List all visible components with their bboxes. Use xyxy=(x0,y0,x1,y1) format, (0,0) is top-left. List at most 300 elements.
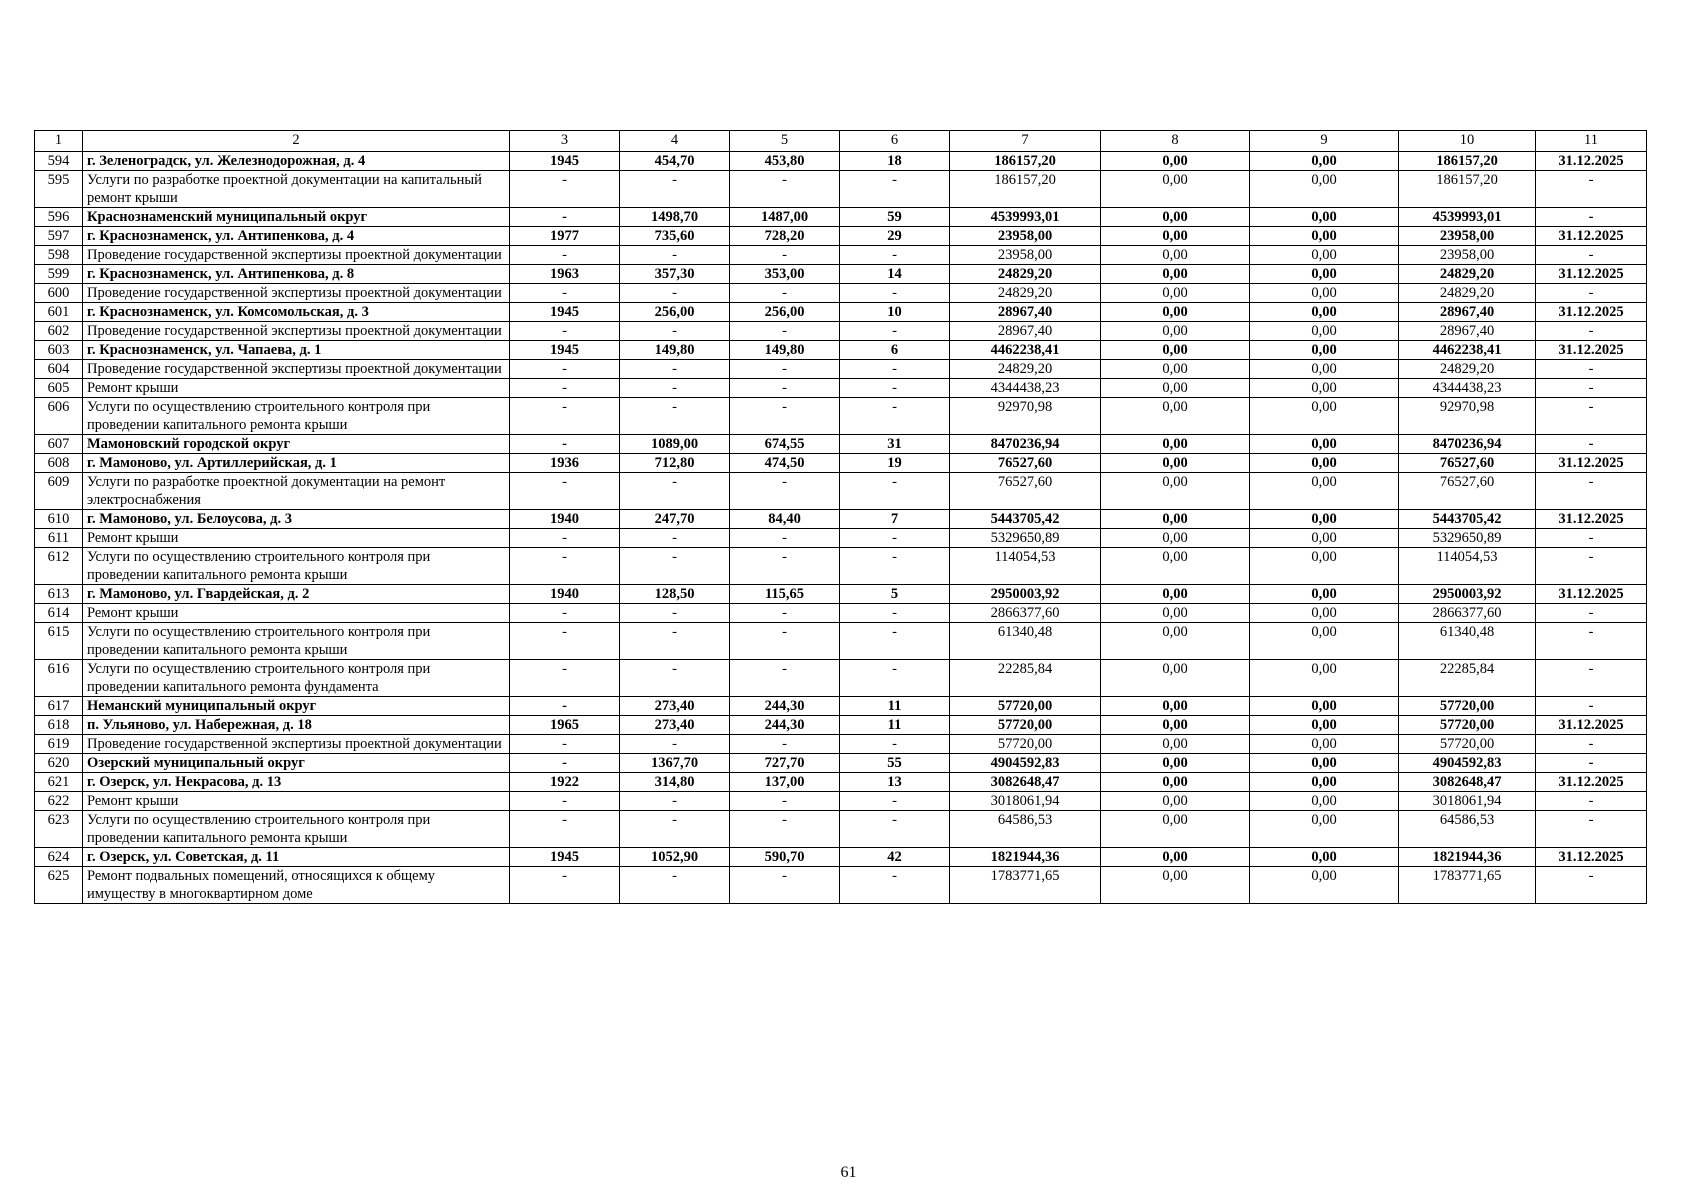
federal-funds-cell: 0,00 xyxy=(1101,623,1250,660)
row-number-cell: 595 xyxy=(35,171,83,208)
residents-count-cell: - xyxy=(840,529,950,548)
completion-date-cell: - xyxy=(1536,548,1647,585)
row-number-cell: 614 xyxy=(35,604,83,623)
federal-funds-cell: 0,00 xyxy=(1101,379,1250,398)
item-name-cell: Краснознаменский муниципальный округ xyxy=(83,208,510,227)
build-year-cell: - xyxy=(510,623,620,660)
table-row xyxy=(35,473,1647,510)
federal-funds-cell: 0,00 xyxy=(1101,792,1250,811)
living-area-cell: 727,70 xyxy=(730,754,840,773)
regional-funds-cell: 0,00 xyxy=(1250,604,1399,623)
item-name-cell: Услуги по осуществлению строительного контроля при проведении капитального ремонта крыши xyxy=(83,398,510,435)
federal-funds-cell: 0,00 xyxy=(1101,265,1250,284)
row-number-cell: 624 xyxy=(35,848,83,867)
federal-funds-cell: 0,00 xyxy=(1101,454,1250,473)
total-area-cell: - xyxy=(620,246,730,265)
build-year-cell: - xyxy=(510,548,620,585)
residents-count-cell: 13 xyxy=(840,773,950,792)
table-row xyxy=(35,398,1647,435)
residents-count-cell: 42 xyxy=(840,848,950,867)
row-number-cell: 597 xyxy=(35,227,83,246)
total-cost-cell: 28967,40 xyxy=(950,322,1101,341)
total-cost-cell: 23958,00 xyxy=(950,246,1101,265)
living-area-cell: 728,20 xyxy=(730,227,840,246)
completion-date-cell: 31.12.2025 xyxy=(1536,848,1647,867)
living-area-cell: - xyxy=(730,360,840,379)
item-name-cell: Озерский муниципальный округ xyxy=(83,754,510,773)
item-name-cell: Проведение государственной экспертизы проектной документации xyxy=(83,360,510,379)
total-cost-cell: 57720,00 xyxy=(950,697,1101,716)
federal-funds-cell: 0,00 xyxy=(1101,227,1250,246)
build-year-cell: 1922 xyxy=(510,773,620,792)
regional-funds-cell: 0,00 xyxy=(1250,435,1399,454)
owner-funds-cell: 76527,60 xyxy=(1399,454,1536,473)
table-row xyxy=(35,379,1647,398)
item-name-cell: Ремонт крыши xyxy=(83,792,510,811)
total-cost-cell: 92970,98 xyxy=(950,398,1101,435)
header-row xyxy=(35,131,1647,152)
owner-funds-cell: 3082648,47 xyxy=(1399,773,1536,792)
completion-date-cell: - xyxy=(1536,529,1647,548)
row-number-cell: 600 xyxy=(35,284,83,303)
living-area-cell: 149,80 xyxy=(730,341,840,360)
row-number-cell: 621 xyxy=(35,773,83,792)
federal-funds-cell: 0,00 xyxy=(1101,697,1250,716)
item-name-cell: Услуги по осуществлению строительного контроля при проведении капитального ремонта фундамента xyxy=(83,660,510,697)
regional-funds-cell: 0,00 xyxy=(1250,867,1399,904)
total-cost-cell: 57720,00 xyxy=(950,735,1101,754)
federal-funds-cell: 0,00 xyxy=(1101,171,1250,208)
regional-funds-cell: 0,00 xyxy=(1250,848,1399,867)
completion-date-cell: 31.12.2025 xyxy=(1536,454,1647,473)
build-year-cell: 1977 xyxy=(510,227,620,246)
owner-funds-cell: 24829,20 xyxy=(1399,284,1536,303)
total-area-cell: - xyxy=(620,548,730,585)
item-name-cell: п. Ульяново, ул. Набережная, д. 18 xyxy=(83,716,510,735)
federal-funds-cell: 0,00 xyxy=(1101,660,1250,697)
total-cost-cell: 2950003,92 xyxy=(950,585,1101,604)
total-cost-cell: 186157,20 xyxy=(950,171,1101,208)
build-year-cell: - xyxy=(510,735,620,754)
regional-funds-cell: 0,00 xyxy=(1250,510,1399,529)
completion-date-cell: 31.12.2025 xyxy=(1536,265,1647,284)
regional-funds-cell: 0,00 xyxy=(1250,360,1399,379)
federal-funds-cell: 0,00 xyxy=(1101,152,1250,171)
row-number-cell: 602 xyxy=(35,322,83,341)
total-area-cell: - xyxy=(620,360,730,379)
table-row xyxy=(35,435,1647,454)
table-row xyxy=(35,246,1647,265)
completion-date-cell: - xyxy=(1536,284,1647,303)
owner-funds-cell: 57720,00 xyxy=(1399,716,1536,735)
build-year-cell: - xyxy=(510,529,620,548)
residents-count-cell: - xyxy=(840,604,950,623)
completion-date-cell: - xyxy=(1536,171,1647,208)
build-year-cell: 1963 xyxy=(510,265,620,284)
table-row xyxy=(35,792,1647,811)
total-area-cell: - xyxy=(620,322,730,341)
living-area-cell: 1487,00 xyxy=(730,208,840,227)
table-row xyxy=(35,510,1647,529)
total-area-cell: - xyxy=(620,284,730,303)
completion-date-cell: 31.12.2025 xyxy=(1536,510,1647,529)
living-area-cell: - xyxy=(730,792,840,811)
build-year-cell: - xyxy=(510,697,620,716)
living-area-cell: - xyxy=(730,811,840,848)
row-number-cell: 605 xyxy=(35,379,83,398)
total-area-cell: 357,30 xyxy=(620,265,730,284)
header-cell: 7 xyxy=(950,131,1101,152)
owner-funds-cell: 23958,00 xyxy=(1399,246,1536,265)
table-row xyxy=(35,322,1647,341)
owner-funds-cell: 4539993,01 xyxy=(1399,208,1536,227)
table-row xyxy=(35,303,1647,322)
total-cost-cell: 57720,00 xyxy=(950,716,1101,735)
table-row xyxy=(35,811,1647,848)
residents-count-cell: - xyxy=(840,360,950,379)
residents-count-cell: 18 xyxy=(840,152,950,171)
regional-funds-cell: 0,00 xyxy=(1250,473,1399,510)
table-body xyxy=(35,131,1647,904)
regional-funds-cell: 0,00 xyxy=(1250,716,1399,735)
total-cost-cell: 28967,40 xyxy=(950,303,1101,322)
item-name-cell: Услуги по осуществлению строительного контроля при проведении капитального ремонта крыши xyxy=(83,811,510,848)
owner-funds-cell: 8470236,94 xyxy=(1399,435,1536,454)
total-cost-cell: 4539993,01 xyxy=(950,208,1101,227)
item-name-cell: Услуги по разработке проектной документации на капитальный ремонт крыши xyxy=(83,171,510,208)
federal-funds-cell: 0,00 xyxy=(1101,773,1250,792)
residents-count-cell: - xyxy=(840,379,950,398)
completion-date-cell: - xyxy=(1536,473,1647,510)
row-number-cell: 596 xyxy=(35,208,83,227)
row-number-cell: 611 xyxy=(35,529,83,548)
build-year-cell: 1936 xyxy=(510,454,620,473)
completion-date-cell: - xyxy=(1536,322,1647,341)
owner-funds-cell: 3018061,94 xyxy=(1399,792,1536,811)
regional-funds-cell: 0,00 xyxy=(1250,585,1399,604)
owner-funds-cell: 1821944,36 xyxy=(1399,848,1536,867)
row-number-cell: 613 xyxy=(35,585,83,604)
regional-funds-cell: 0,00 xyxy=(1250,284,1399,303)
build-year-cell: - xyxy=(510,754,620,773)
regional-funds-cell: 0,00 xyxy=(1250,341,1399,360)
living-area-cell: - xyxy=(730,398,840,435)
living-area-cell: - xyxy=(730,548,840,585)
living-area-cell: 84,40 xyxy=(730,510,840,529)
item-name-cell: Проведение государственной экспертизы проектной документации xyxy=(83,246,510,265)
item-name-cell: Ремонт крыши xyxy=(83,529,510,548)
residents-count-cell: 29 xyxy=(840,227,950,246)
build-year-cell: 1945 xyxy=(510,848,620,867)
completion-date-cell: - xyxy=(1536,735,1647,754)
regional-funds-cell: 0,00 xyxy=(1250,792,1399,811)
residents-count-cell: 55 xyxy=(840,754,950,773)
row-number-cell: 594 xyxy=(35,152,83,171)
row-number-cell: 616 xyxy=(35,660,83,697)
owner-funds-cell: 28967,40 xyxy=(1399,322,1536,341)
header-cell: 2 xyxy=(83,131,510,152)
item-name-cell: г. Краснознаменск, ул. Антипенкова, д. 8 xyxy=(83,265,510,284)
living-area-cell: - xyxy=(730,473,840,510)
residents-count-cell: - xyxy=(840,398,950,435)
owner-funds-cell: 92970,98 xyxy=(1399,398,1536,435)
build-year-cell: - xyxy=(510,379,620,398)
table-row xyxy=(35,171,1647,208)
total-cost-cell: 1821944,36 xyxy=(950,848,1101,867)
item-name-cell: г. Мамоново, ул. Артиллерийская, д. 1 xyxy=(83,454,510,473)
item-name-cell: Услуги по осуществлению строительного контроля при проведении капитального ремонта крыши xyxy=(83,623,510,660)
residents-count-cell: 31 xyxy=(840,435,950,454)
residents-count-cell: 19 xyxy=(840,454,950,473)
residents-count-cell: 14 xyxy=(840,265,950,284)
regional-funds-cell: 0,00 xyxy=(1250,773,1399,792)
completion-date-cell: 31.12.2025 xyxy=(1536,303,1647,322)
build-year-cell: - xyxy=(510,660,620,697)
data-table xyxy=(34,130,1647,904)
row-number-cell: 617 xyxy=(35,697,83,716)
completion-date-cell: - xyxy=(1536,379,1647,398)
completion-date-cell: - xyxy=(1536,435,1647,454)
residents-count-cell: 11 xyxy=(840,697,950,716)
total-cost-cell: 23958,00 xyxy=(950,227,1101,246)
total-area-cell: 1089,00 xyxy=(620,435,730,454)
federal-funds-cell: 0,00 xyxy=(1101,867,1250,904)
item-name-cell: Мамоновский городской округ xyxy=(83,435,510,454)
header-cell: 5 xyxy=(730,131,840,152)
residents-count-cell: - xyxy=(840,735,950,754)
completion-date-cell: 31.12.2025 xyxy=(1536,773,1647,792)
total-cost-cell: 24829,20 xyxy=(950,265,1101,284)
total-cost-cell: 1783771,65 xyxy=(950,867,1101,904)
total-cost-cell: 5329650,89 xyxy=(950,529,1101,548)
owner-funds-cell: 114054,53 xyxy=(1399,548,1536,585)
header-cell: 4 xyxy=(620,131,730,152)
completion-date-cell: - xyxy=(1536,792,1647,811)
total-cost-cell: 4462238,41 xyxy=(950,341,1101,360)
total-cost-cell: 22285,84 xyxy=(950,660,1101,697)
build-year-cell: 1940 xyxy=(510,585,620,604)
residents-count-cell: - xyxy=(840,867,950,904)
regional-funds-cell: 0,00 xyxy=(1250,811,1399,848)
total-area-cell: 1367,70 xyxy=(620,754,730,773)
residents-count-cell: - xyxy=(840,623,950,660)
owner-funds-cell: 2866377,60 xyxy=(1399,604,1536,623)
completion-date-cell: - xyxy=(1536,208,1647,227)
living-area-cell: 474,50 xyxy=(730,454,840,473)
owner-funds-cell: 186157,20 xyxy=(1399,171,1536,208)
build-year-cell: - xyxy=(510,792,620,811)
federal-funds-cell: 0,00 xyxy=(1101,716,1250,735)
table-row xyxy=(35,585,1647,604)
item-name-cell: Проведение государственной экспертизы проектной документации xyxy=(83,284,510,303)
item-name-cell: г. Зеленоградск, ул. Железнодорожная, д. 4 xyxy=(83,152,510,171)
federal-funds-cell: 0,00 xyxy=(1101,754,1250,773)
item-name-cell: Ремонт крыши xyxy=(83,379,510,398)
total-area-cell: - xyxy=(620,735,730,754)
item-name-cell: Проведение государственной экспертизы проектной документации xyxy=(83,322,510,341)
table-row xyxy=(35,454,1647,473)
owner-funds-cell: 2950003,92 xyxy=(1399,585,1536,604)
living-area-cell: - xyxy=(730,246,840,265)
item-name-cell: Услуги по разработке проектной документации на ремонт электроснабжения xyxy=(83,473,510,510)
table-row xyxy=(35,227,1647,246)
build-year-cell: - xyxy=(510,171,620,208)
completion-date-cell: - xyxy=(1536,867,1647,904)
header-cell: 11 xyxy=(1536,131,1647,152)
owner-funds-cell: 24829,20 xyxy=(1399,360,1536,379)
table-row xyxy=(35,152,1647,171)
row-number-cell: 603 xyxy=(35,341,83,360)
owner-funds-cell: 4462238,41 xyxy=(1399,341,1536,360)
living-area-cell: 115,65 xyxy=(730,585,840,604)
table-row xyxy=(35,697,1647,716)
completion-date-cell: 31.12.2025 xyxy=(1536,716,1647,735)
owner-funds-cell: 186157,20 xyxy=(1399,152,1536,171)
completion-date-cell: 31.12.2025 xyxy=(1536,341,1647,360)
total-area-cell: 712,80 xyxy=(620,454,730,473)
build-year-cell: - xyxy=(510,398,620,435)
total-area-cell: - xyxy=(620,623,730,660)
row-number-cell: 610 xyxy=(35,510,83,529)
total-area-cell: 273,40 xyxy=(620,716,730,735)
living-area-cell: - xyxy=(730,867,840,904)
residents-count-cell: - xyxy=(840,548,950,585)
build-year-cell: 1945 xyxy=(510,341,620,360)
owner-funds-cell: 23958,00 xyxy=(1399,227,1536,246)
build-year-cell: 1945 xyxy=(510,152,620,171)
total-cost-cell: 24829,20 xyxy=(950,360,1101,379)
total-area-cell: - xyxy=(620,473,730,510)
owner-funds-cell: 28967,40 xyxy=(1399,303,1536,322)
item-name-cell: г. Мамоново, ул. Белоусова, д. 3 xyxy=(83,510,510,529)
total-cost-cell: 3082648,47 xyxy=(950,773,1101,792)
regional-funds-cell: 0,00 xyxy=(1250,208,1399,227)
residents-count-cell: - xyxy=(840,473,950,510)
living-area-cell: - xyxy=(730,171,840,208)
regional-funds-cell: 0,00 xyxy=(1250,398,1399,435)
row-number-cell: 606 xyxy=(35,398,83,435)
federal-funds-cell: 0,00 xyxy=(1101,303,1250,322)
total-area-cell: 735,60 xyxy=(620,227,730,246)
living-area-cell: 674,55 xyxy=(730,435,840,454)
owner-funds-cell: 22285,84 xyxy=(1399,660,1536,697)
regional-funds-cell: 0,00 xyxy=(1250,265,1399,284)
regional-funds-cell: 0,00 xyxy=(1250,623,1399,660)
total-cost-cell: 76527,60 xyxy=(950,454,1101,473)
table-row xyxy=(35,848,1647,867)
header-cell: 1 xyxy=(35,131,83,152)
header-cell: 10 xyxy=(1399,131,1536,152)
item-name-cell: г. Озерск, ул. Советская, д. 11 xyxy=(83,848,510,867)
federal-funds-cell: 0,00 xyxy=(1101,398,1250,435)
completion-date-cell: 31.12.2025 xyxy=(1536,585,1647,604)
regional-funds-cell: 0,00 xyxy=(1250,227,1399,246)
page-number: 61 xyxy=(840,1164,857,1181)
residents-count-cell: - xyxy=(840,284,950,303)
item-name-cell: г. Мамоново, ул. Гвардейская, д. 2 xyxy=(83,585,510,604)
residents-count-cell: - xyxy=(840,246,950,265)
owner-funds-cell: 5443705,42 xyxy=(1399,510,1536,529)
residents-count-cell: - xyxy=(840,171,950,208)
completion-date-cell: - xyxy=(1536,697,1647,716)
living-area-cell: - xyxy=(730,529,840,548)
row-number-cell: 618 xyxy=(35,716,83,735)
total-cost-cell: 64586,53 xyxy=(950,811,1101,848)
build-year-cell: 1940 xyxy=(510,510,620,529)
living-area-cell: - xyxy=(730,623,840,660)
owner-funds-cell: 4904592,83 xyxy=(1399,754,1536,773)
owner-funds-cell: 61340,48 xyxy=(1399,623,1536,660)
table-row xyxy=(35,529,1647,548)
build-year-cell: - xyxy=(510,867,620,904)
total-cost-cell: 8470236,94 xyxy=(950,435,1101,454)
total-area-cell: - xyxy=(620,811,730,848)
build-year-cell: - xyxy=(510,473,620,510)
completion-date-cell: - xyxy=(1536,811,1647,848)
build-year-cell: - xyxy=(510,360,620,379)
regional-funds-cell: 0,00 xyxy=(1250,379,1399,398)
regional-funds-cell: 0,00 xyxy=(1250,171,1399,208)
total-cost-cell: 114054,53 xyxy=(950,548,1101,585)
item-name-cell: Неманский муниципальный округ xyxy=(83,697,510,716)
regional-funds-cell: 0,00 xyxy=(1250,152,1399,171)
living-area-cell: - xyxy=(730,284,840,303)
residents-count-cell: - xyxy=(840,792,950,811)
living-area-cell: 244,30 xyxy=(730,697,840,716)
federal-funds-cell: 0,00 xyxy=(1101,341,1250,360)
build-year-cell: 1965 xyxy=(510,716,620,735)
federal-funds-cell: 0,00 xyxy=(1101,284,1250,303)
residents-count-cell: 10 xyxy=(840,303,950,322)
table-row xyxy=(35,735,1647,754)
federal-funds-cell: 0,00 xyxy=(1101,510,1250,529)
build-year-cell: - xyxy=(510,284,620,303)
owner-funds-cell: 64586,53 xyxy=(1399,811,1536,848)
table-row xyxy=(35,754,1647,773)
total-area-cell: 128,50 xyxy=(620,585,730,604)
regional-funds-cell: 0,00 xyxy=(1250,697,1399,716)
row-number-cell: 598 xyxy=(35,246,83,265)
living-area-cell: - xyxy=(730,604,840,623)
living-area-cell: 590,70 xyxy=(730,848,840,867)
completion-date-cell: - xyxy=(1536,754,1647,773)
owner-funds-cell: 57720,00 xyxy=(1399,735,1536,754)
table-row xyxy=(35,265,1647,284)
total-cost-cell: 186157,20 xyxy=(950,152,1101,171)
header-cell: 8 xyxy=(1101,131,1250,152)
living-area-cell: - xyxy=(730,660,840,697)
residents-count-cell: 6 xyxy=(840,341,950,360)
owner-funds-cell: 1783771,65 xyxy=(1399,867,1536,904)
federal-funds-cell: 0,00 xyxy=(1101,548,1250,585)
row-number-cell: 625 xyxy=(35,867,83,904)
regional-funds-cell: 0,00 xyxy=(1250,754,1399,773)
residents-count-cell: 7 xyxy=(840,510,950,529)
federal-funds-cell: 0,00 xyxy=(1101,435,1250,454)
regional-funds-cell: 0,00 xyxy=(1250,735,1399,754)
regional-funds-cell: 0,00 xyxy=(1250,660,1399,697)
residents-count-cell: - xyxy=(840,811,950,848)
header-cell: 6 xyxy=(840,131,950,152)
federal-funds-cell: 0,00 xyxy=(1101,246,1250,265)
build-year-cell: - xyxy=(510,811,620,848)
completion-date-cell: - xyxy=(1536,623,1647,660)
total-area-cell: 149,80 xyxy=(620,341,730,360)
total-cost-cell: 2866377,60 xyxy=(950,604,1101,623)
item-name-cell: г. Краснознаменск, ул. Комсомольская, д. 3 xyxy=(83,303,510,322)
row-number-cell: 612 xyxy=(35,548,83,585)
build-year-cell: 1945 xyxy=(510,303,620,322)
